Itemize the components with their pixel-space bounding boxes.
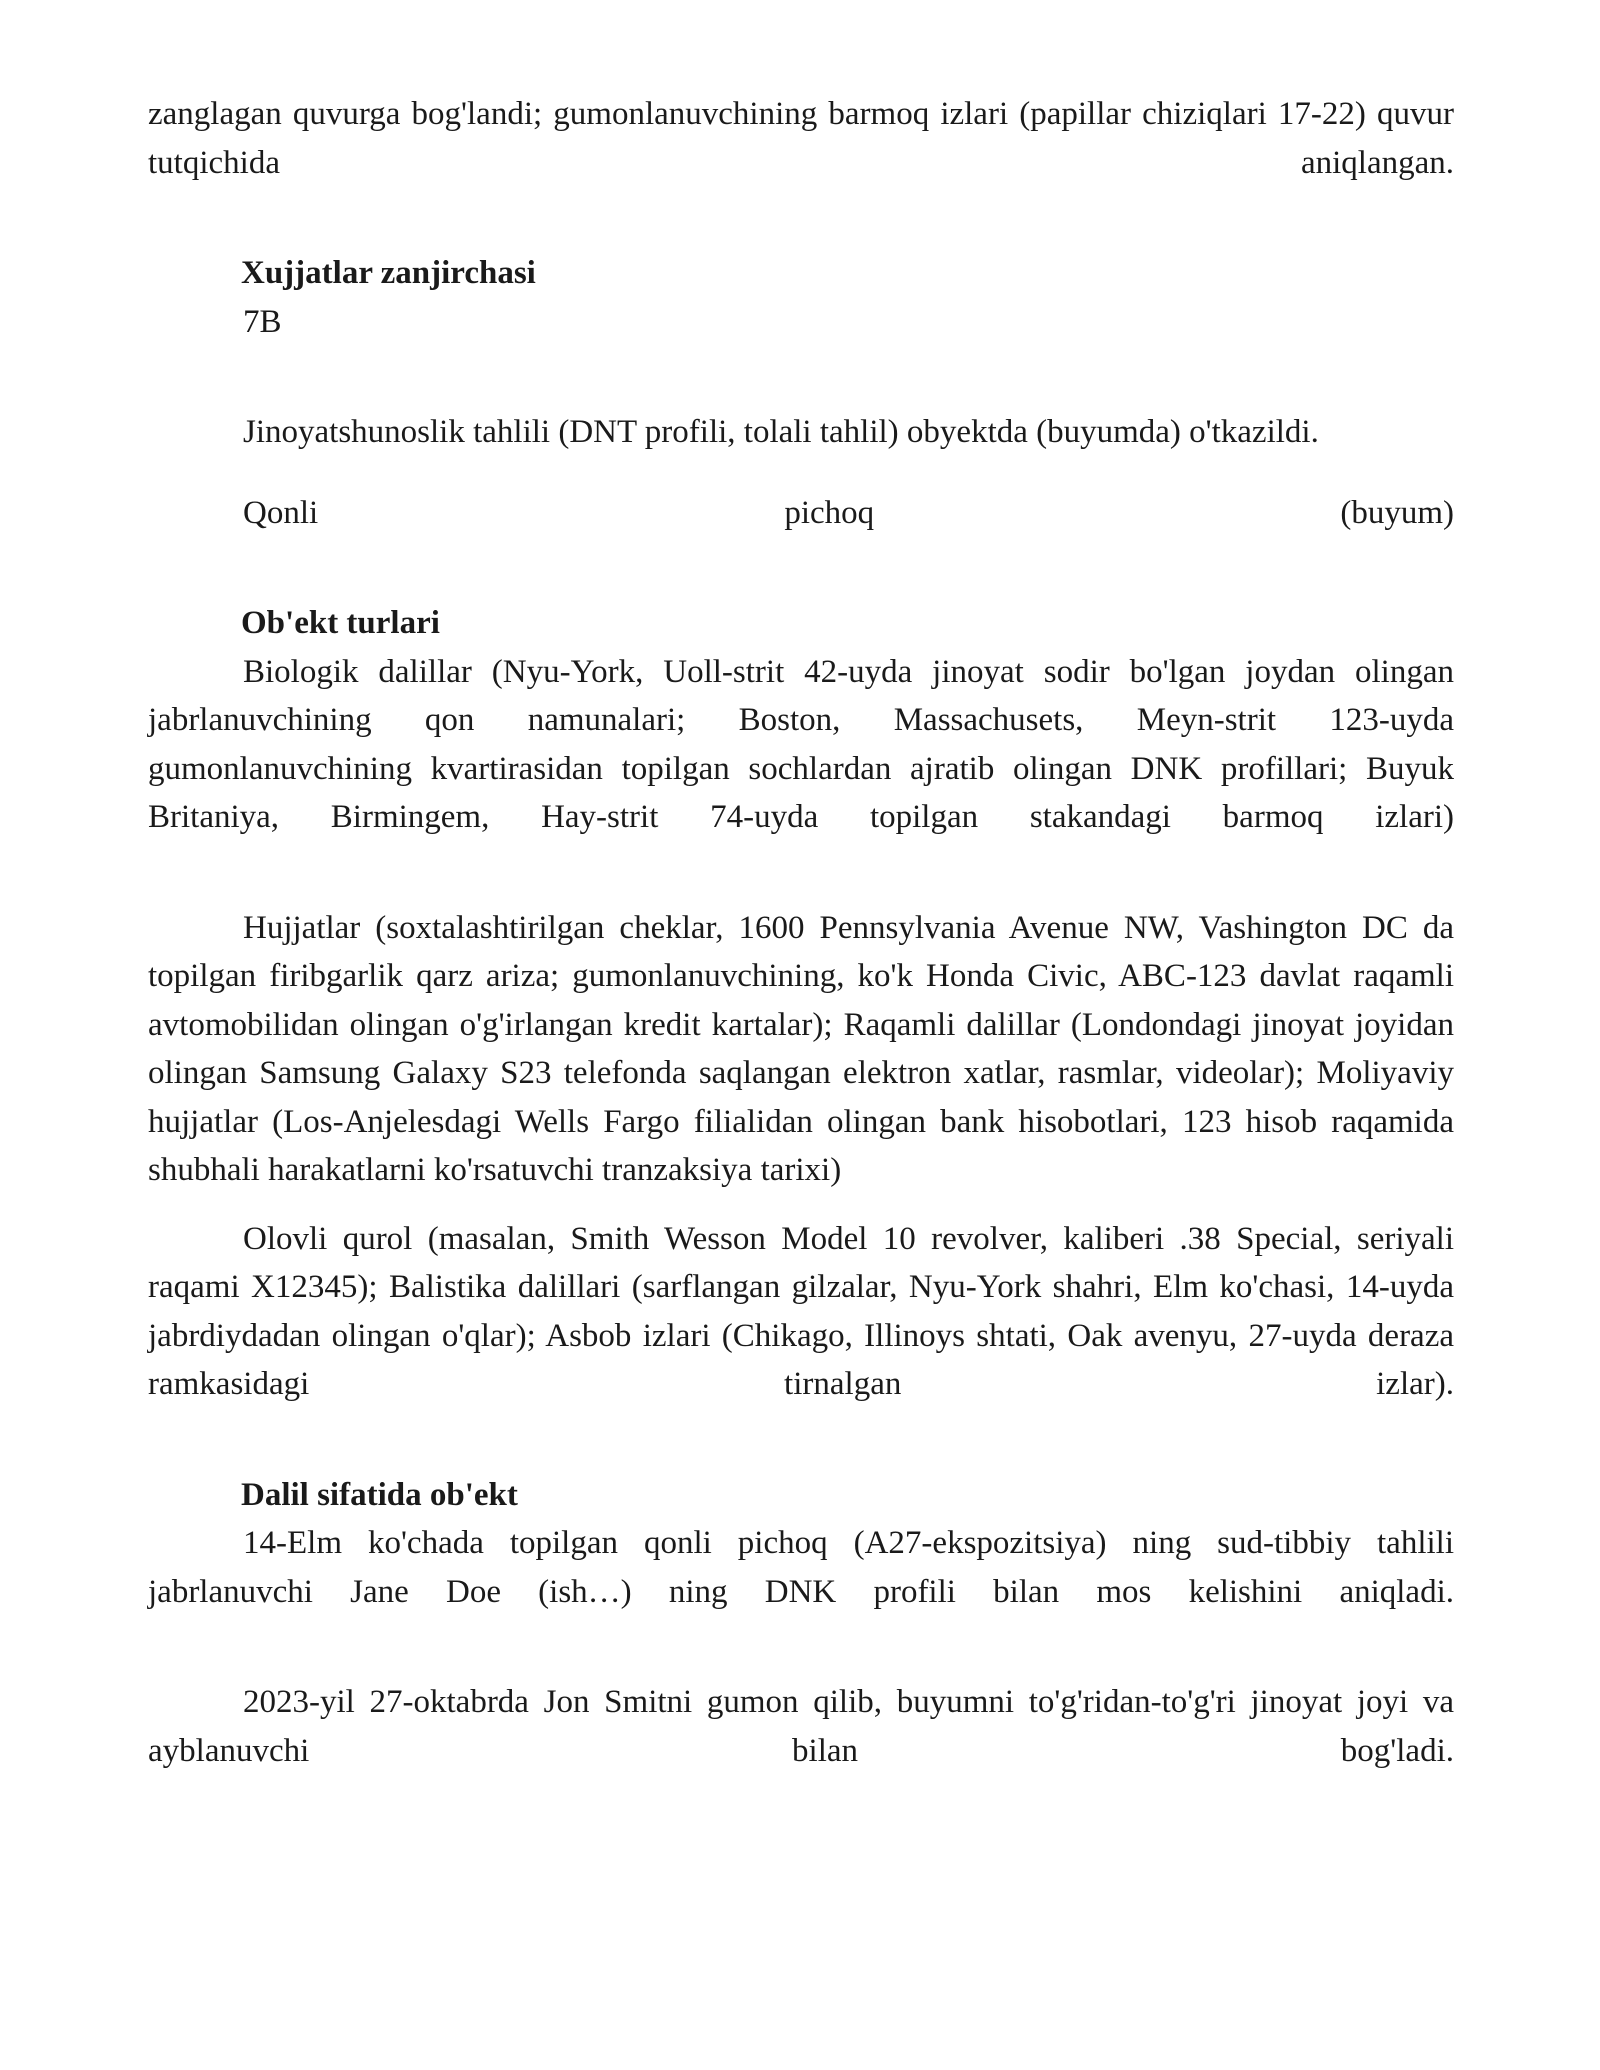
paragraph-forensic-analysis: Jinoyatshunoslik tahlili (DNT profili, tolali tahlil) obyektda (buyumda) o'tkazildi.	[243, 414, 1319, 450]
paragraph-chain-continuation: zanglagan quvurga bog'landi; gumonlanuvchining barmoq izlari (papillar chiziqlari 17-22) quvur tutqichida aniqlangan.	[148, 96, 1454, 181]
paragraph-suspect-link: 2023-yil 27-oktabrda Jon Smitni gumon qilib, buyumni to'g'ridan-to'g'ri jinoyat joyi va ayblanuvchi bilan bog'ladi.	[148, 1684, 1454, 1769]
paragraph-biological-evidence: Biologik dalillar (Nyu-York, Uoll-strit 42-uyda jinoyat sodir bo'lgan joydan olingan jabrlanuvchining qon namunalari; Boston, Massachusets, Meyn-strit 123-uyda gumonlanuvchining kvartirasidan topilgan sochlardan ajratib olingan DNK profillari; Buyuk Britaniya, Birmingem, Hay-strit 74-uyda topilgan stakandagi barmoq izlari)	[148, 653, 1454, 835]
section-heading-document-chain: Xujjatlar zanjirchasi	[241, 255, 536, 291]
section-code: 7B	[243, 303, 282, 340]
paragraph-firearm-evidence: Olovli qurol (masalan, Smith Wesson Model 10 revolver, kaliberi .38 Special, seriyali raqami X12345); Balistika dalillari (sarflangan gilzalar, Nyu-York shahri, Elm ko'chasi, 14-uyda jabrdiydadan olingan o'qlar); Asbob izlari (Chikago, Illinoys shtati, Oak avenyu, 27-uyda deraza ramkasidagi tirnalgan izlar).	[148, 1220, 1454, 1402]
paragraph-object-label: Qonli pichoq (buyum)	[243, 494, 1454, 531]
section-heading-object-types: Ob'ekt turlari	[241, 605, 440, 641]
paragraph-documents-evidence: Hujjatlar (soxtalashtirilgan cheklar, 1600 Pennsylvania Avenue NW, Vashington DC da topilgan firibgarlik qarz ariza; gumonlanuvchining, ko'k Honda Civic, ABC-123 davlat raqamli avtomobilidan olingan o'g'irlangan kredit kartalar); Raqamli dalillar (Londondagi jinoyat joyidan olingan Samsung Galaxy S23 telefonda saqlangan elektron xatlar, rasmlar, videolar); Moliyaviy hujjatlar (Los-Anjelesdagi Wells Fargo filialidan olingan bank hisobotlari, 123 hisob raqamida shubhali harakatlarni ko'rsatuvchi tranzaksiya tarixi)	[148, 909, 1454, 1188]
section-heading-object-as-evidence: Dalil sifatida ob'ekt	[241, 1476, 518, 1513]
paragraph-knife-analysis: 14-Elm ko'chada topilgan qonli pichoq (A27-ekspozitsiya) ning sud-tibbiy tahlili jabrlanuvchi Jane Doe (ish…) ning DNK profili bilan mos kelishini aniqladi.	[148, 1525, 1454, 1610]
document-page	[148, 90, 1454, 1775]
